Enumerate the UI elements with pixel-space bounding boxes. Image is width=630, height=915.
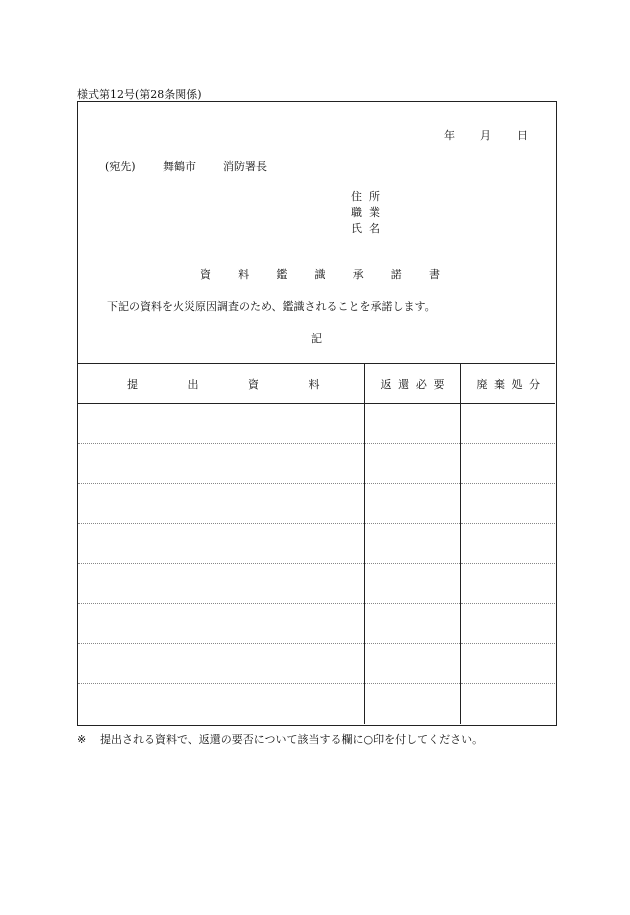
materials-table [78, 363, 555, 724]
date-month-label: 月 [480, 129, 491, 142]
table-row [78, 444, 555, 484]
document-title [200, 266, 440, 282]
disposal-cell[interactable] [460, 604, 555, 644]
table-row [78, 604, 555, 644]
title-char: 承 [352, 268, 364, 281]
return-cell[interactable] [364, 484, 460, 524]
disposal-cell[interactable] [460, 684, 555, 724]
table-row [78, 484, 555, 524]
date-line [444, 127, 528, 143]
table-row [78, 404, 555, 444]
material-cell[interactable] [78, 404, 364, 444]
table-row [78, 684, 555, 724]
date-day-label: 日 [517, 129, 528, 142]
disposal-cell[interactable] [460, 444, 555, 484]
disposal-cell[interactable] [460, 644, 555, 684]
title-char: 書 [428, 268, 440, 281]
table-row [78, 564, 555, 604]
title-char: 資 [200, 268, 211, 281]
disposal-cell[interactable] [460, 524, 555, 564]
applicant-occupation-label: 職業 [351, 206, 387, 219]
header-submitted-materials: 提 出 資 料 [78, 364, 364, 404]
material-cell[interactable] [78, 484, 364, 524]
material-cell[interactable] [78, 644, 364, 684]
return-cell[interactable] [364, 604, 460, 644]
applicant-address-label: 住所 [351, 190, 387, 203]
title-char: 料 [238, 268, 250, 281]
addressee-official: 消防署長 [223, 160, 267, 173]
title-char: 諾 [390, 268, 402, 281]
note-mark: ※ [77, 733, 87, 746]
header-return-required: 返 還 必 要 [364, 364, 460, 404]
consent-statement: 下記の資料を火災原因調査のため、鑑識されることを承諾します。 [107, 300, 436, 313]
material-cell[interactable] [78, 604, 364, 644]
material-cell[interactable] [78, 524, 364, 564]
table-header-row [78, 364, 555, 404]
return-cell[interactable] [364, 684, 460, 724]
material-cell[interactable] [78, 564, 364, 604]
applicant-block [351, 189, 387, 237]
footnote [77, 731, 483, 747]
return-cell[interactable] [364, 524, 460, 564]
title-char: 識 [314, 268, 326, 281]
material-cell[interactable] [78, 444, 364, 484]
table-row [78, 524, 555, 564]
addressee-city: 舞鶴市 [163, 160, 196, 173]
return-cell[interactable] [364, 404, 460, 444]
ki-heading: 記 [311, 332, 322, 345]
disposal-cell[interactable] [460, 404, 555, 444]
note-text: 提出される資料で、返還の要否について該当する欄に○印を付してください。 [100, 733, 484, 746]
return-cell[interactable] [364, 644, 460, 684]
addressee-prefix: (宛先) [105, 160, 136, 173]
table-row [78, 644, 555, 684]
return-cell[interactable] [364, 444, 460, 484]
title-char: 鑑 [276, 268, 288, 281]
applicant-name-label: 氏名 [351, 222, 387, 235]
material-cell[interactable] [78, 684, 364, 724]
addressee [105, 158, 267, 174]
header-disposal: 廃 棄 処 分 [460, 364, 555, 404]
form-number: 様式第12号(第28条関係) [77, 88, 202, 101]
date-year-label: 年 [444, 129, 455, 142]
disposal-cell[interactable] [460, 484, 555, 524]
disposal-cell[interactable] [460, 564, 555, 604]
return-cell[interactable] [364, 564, 460, 604]
